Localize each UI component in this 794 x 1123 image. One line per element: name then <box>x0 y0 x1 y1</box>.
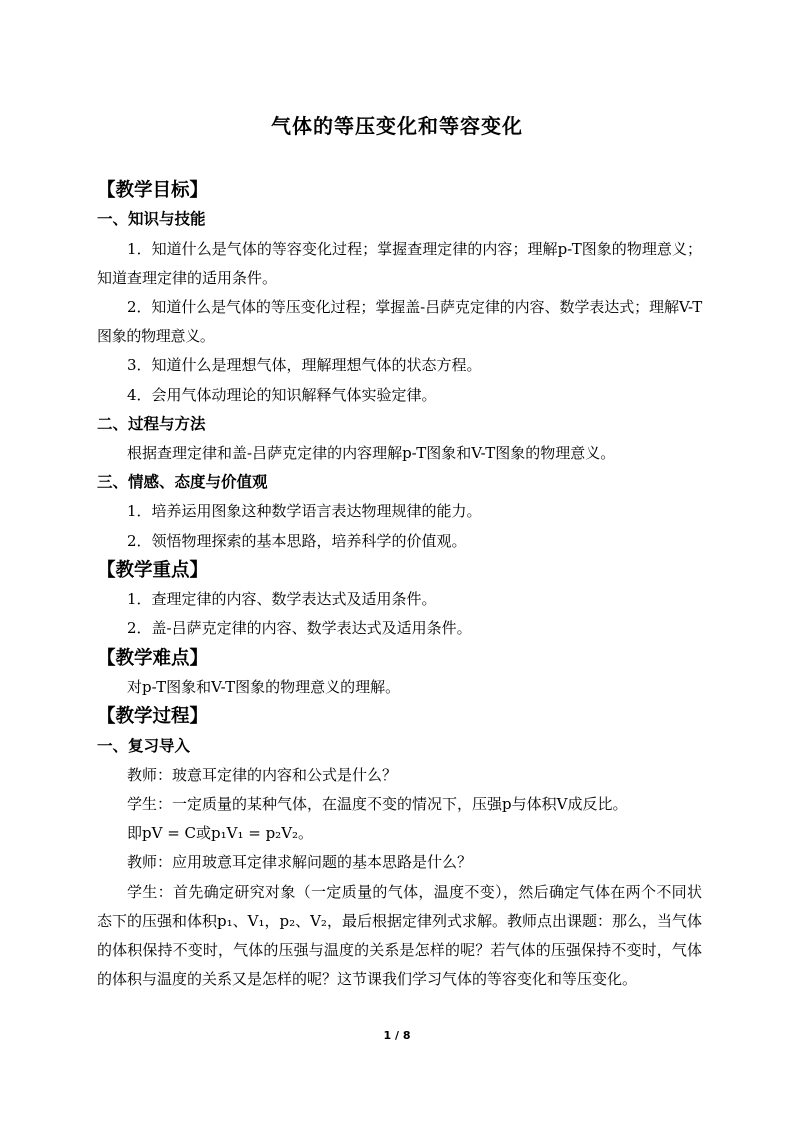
key-points-heading: 【教学重点】 <box>97 559 209 581</box>
knowledge-item-2: 2．知道什么是气体的等压变化过程；掌握盖-吕萨克定律的内容、数学表达式；理解V-T图象的物理意义。 <box>97 298 702 346</box>
attitude-item-1: 1．培养运用图象这种数学语言表达物理规律的能力。 <box>127 502 482 521</box>
document-body <box>97 176 702 995</box>
attitude-heading: 三、情感、态度与价值观 <box>97 473 268 492</box>
knowledge-heading: 一、知识与技能 <box>97 210 206 229</box>
attitude-item-2: 2．领悟物理探索的基本思路，培养科学的价值观。 <box>127 531 467 550</box>
knowledge-item-3: 3．知道什么是理想气体，理解理想气体的状态方程。 <box>127 356 482 375</box>
review-line-3: 即pV = C或p₁V₁ = p₂V₂。 <box>127 824 314 843</box>
process-heading: 二、过程与方法 <box>97 414 206 433</box>
document-title: 气体的等压变化和等容变化 <box>271 114 523 138</box>
knowledge-item-1: 1．知道什么是气体的等容变化过程；掌握查理定律的内容；理解p-T图象的物理意义；知道查理定律的适用条件。 <box>97 239 702 287</box>
review-line-2: 学生：一定质量的某种气体，在温度不变的情况下，压强p与体积V成反比。 <box>127 795 628 814</box>
process-text: 根据查理定律和盖-吕萨克定律的内容理解p-T图象和V-T图象的物理意义。 <box>127 444 616 463</box>
review-line-1: 教师：玻意耳定律的内容和公式是什么？ <box>127 765 398 784</box>
review-line-5: 学生：首先确定研究对象（一定质量的气体，温度不变），然后确定气体在两个不同状态下的压强和体积p₁、V₁，p₂、V₂，最后根据定律列式求解。教师点出课题：那么，当气体的体积保持不变时，气体的压强与温度的关系是怎样的呢？若气体的压强保持不变时，气体的体积与温度的关系又是怎样的呢？这节课我们学习气体的等容变化和等压变化。 <box>97 882 702 989</box>
page-number: 1 / 8 <box>383 1029 411 1042</box>
objectives-heading: 【教学目标】 <box>97 180 209 201</box>
review-line-4: 教师：应用玻意耳定律求解问题的基本思路是什么？ <box>127 853 473 872</box>
key-point-1: 1．查理定律的内容、数学表达式及适用条件。 <box>127 590 437 609</box>
key-point-2: 2．盖-吕萨克定律的内容、数学表达式及适用条件。 <box>127 619 472 638</box>
difficulty-text: 对p-T图象和V-T图象的物理意义的理解。 <box>127 678 401 697</box>
difficulty-heading: 【教学难点】 <box>97 647 209 669</box>
teaching-process-heading: 【教学过程】 <box>97 706 209 728</box>
review-heading: 一、复习导入 <box>97 736 191 755</box>
knowledge-item-4: 4．会用气体动理论的知识解释气体实验定律。 <box>127 385 437 404</box>
